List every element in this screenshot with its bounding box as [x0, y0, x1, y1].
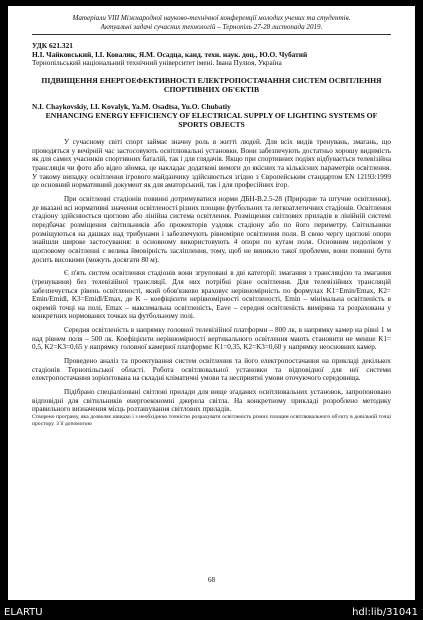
handle-id: hdl:lib/31041 [352, 607, 418, 618]
small-text-line: Створено програму, яка дозволяє швидко і з необхідною точністю розрахувати освітленість різних площин освітлювального об'єкту в довільній точці простору. З її допомогою [32, 414, 391, 428]
document-page [8, 6, 415, 600]
authors-ukrainian: Н.І. Чайковський, І.І. Ковалик, Я.М. Осадца, канд. техн. наук. доц., Ю.О. Чубатий [32, 50, 308, 60]
paragraph: При освітленні стадіонів повинні дотримуватися норми ДБН-В.2.5-28 (Природне та штучне освітлення), де вказані всі нормативні значення освітленості різних площин футбольних та легкоатлетичних стадіонів. Освітлення стадіону здійснюється щоглово або лінійна система освітлення. Розміщення світлових приладів в лінійній системі передбачає розміщення світильників або прожекторів уздовж стадіону або по його периметру. Світильники розміщуються на дашках над трибунами і забезпечують рівномірне освітлення поля. В свою чергу щоглові опори знайшли широке застосування: в основному використовують 4 опори по кутам поля. Основним недоліком у щогловому освітленні є велика ймовірність засліплення, тому, щоб не виникло такої проблеми, вони повинні бути досить високими (можуть досягати 80 м). [32, 194, 391, 264]
page-number: 68 [207, 576, 216, 584]
conference-header [32, 14, 391, 35]
header-line-2: Актуальні задачі сучасних технологій – Тернопіль 27-28 листопада 2019. [100, 22, 323, 31]
paragraph: У сучасному світі спорт займає значну роль в житті людей. Для всіх видів тренувань, змагань, що проводяться у вечірній час застосовують освітлювальні установки. Вони забезпечують достатньо хорошу видимість як для самих учасників спортивних баталій, так і для глядачів. Якщо при спортивних подіях відбувається телевізійна трансляція чи фото або відео зйомка, це накладає додаткові вимоги до якісних та кількісних параметрів освітлення. У такому випадку освітлення ігрового майданчику здійснюється згідно з Європейським стандартом EN 12193:1999 це основний нормативний документ як для аматорський, так і для професійних ігор. [32, 138, 391, 190]
title-english: ENHANCING ENERGY EFFICIENCY OF ELECTRICAL SUPPLY OF LIGHTING SYSTEMS OF SPORTS OBJECTS [45, 110, 378, 129]
udc-code: УДК 621.321 [32, 41, 73, 51]
affiliation: Тернопільський національний технічний університет імені. Івана Пулюя, Україна [32, 59, 282, 68]
title-ukrainian: ПІДВИЩЕННЯ ЕНЕРГОЕФЕКТИВНОСТІ ЕЛЕКТРОПОСТАЧАННЯ СИСТЕМ ОСВІТЛЕННЯ СПОРТИВНИХ ОБ'ЄКТІВ [41, 76, 382, 95]
paragraph: Підібрано спеціалізовані світлові прилади для вище згаданих освітлювальних установок, запропоновано відповідні для світильників енергоекономні джерела світла. На конкретному прикладі розроблено методику правильного визначення місць розташування світлових приладів. [32, 388, 391, 414]
article-body [32, 138, 391, 428]
authors-english: N.I. Chaykovskiy, I.I. Kovalyk, Ya.M. Osadtsa, Yu.O. Chubatiy [32, 101, 231, 111]
footer-strip [0, 606, 423, 620]
repository-name: ELARTU [4, 607, 43, 618]
paragraph: Є п'ять систем освітлення стадіонів вони згруповані в дві категорії: змагання з трансляцією та змагання (тренування) без телевізійної трансляції. Для них потрібні різне освітлення. Для телевізійних трансляцій забезпечується рівень освітленості, який обов'язково враховує нерівномірність по формулах K1=Emin/Emax, K2= Emin/Emidl, K3=Emidl/Emax, де K – коефіцієнти нерівномірності освітленості, Emin – мінімальна освітленість в окремій точці на полі, Emax – максимальна освітленість, Eave – середня освітленість виміряна та розрахована у конкретних нормованих точках на футбольному полі. [32, 269, 391, 321]
paragraph: Проведено аналіз та проектування систем освітлення та його електропостачання на прикладі декількох стадіонів Тернопільської області. Робота освітлювальної установки та відповідної для неї системи електропостачання зорієнтована на складні кліматичні умови та несприятні умови оточуючого середовища. [32, 357, 391, 383]
paragraph: Середня освітленість в напрямку головної телевізійної платформи – 800 лк, в напрямку камер на рівні 1 м над рівнем поля – 500 лк. Коефіцієнти нерівномірності вертикального освітлення мають становити не менше K1= 0,5, K2=K3=0,65 у напрямку головної камерної платформи: K1=0,35, K2=K3=0,60 у напрямку неосновних камер. [32, 326, 391, 352]
header-line-1: Матеріали VIII Міжнародної науково-технічної конференції молодих учених та студентів. [72, 14, 351, 22]
